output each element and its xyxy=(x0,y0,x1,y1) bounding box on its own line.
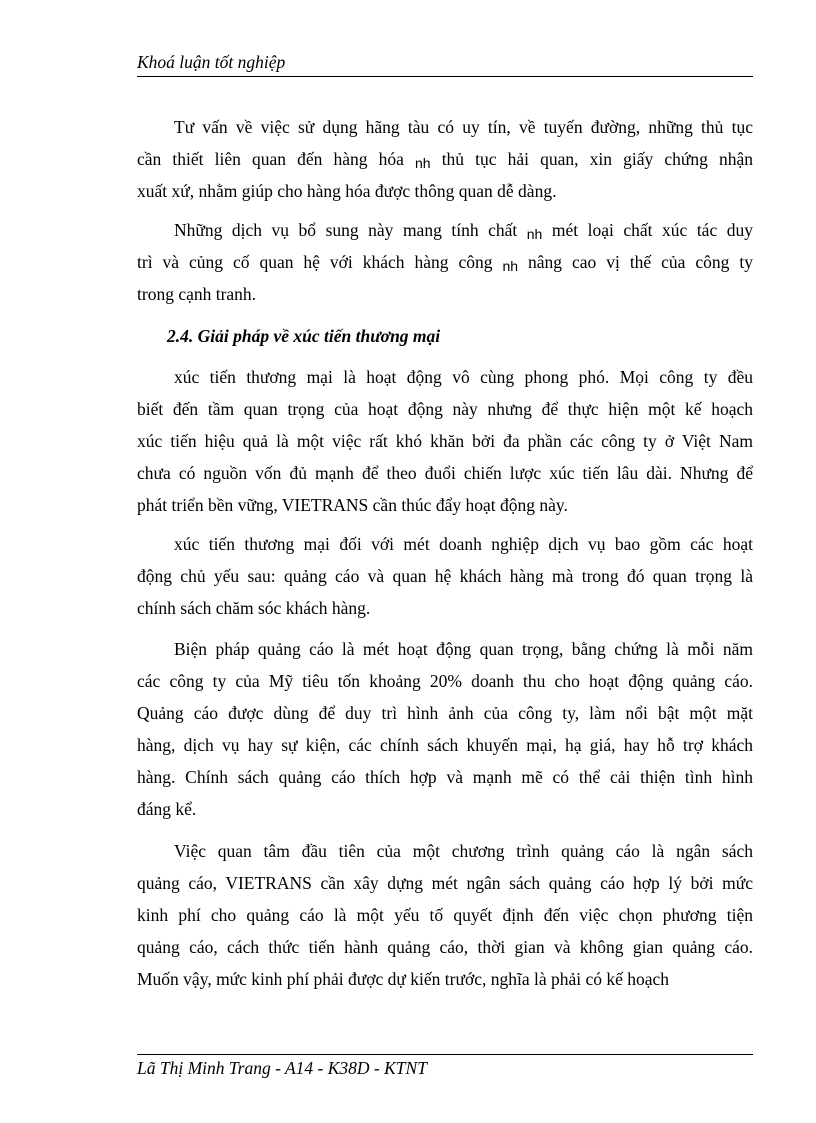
text-line xyxy=(137,111,753,143)
text-span: thủ tục hải quan, xin giấy chứng nhận xyxy=(430,149,754,169)
text-span: xúc tiến hiệu quả là một việc rất khó khăn bởi đa phần các công ty ở Việt Nam xyxy=(137,431,753,451)
text-span: đáng kể. xyxy=(137,799,197,819)
text-line xyxy=(137,143,753,175)
text-line xyxy=(137,528,753,560)
text-span: xuất xứ, nhằm giúp cho hàng hóa được thông quan dễ dàng. xyxy=(137,181,557,201)
text-span: Việc quan tâm đầu tiên của một chương trình quảng cáo là ngân sách xyxy=(174,841,753,861)
text-span: quảng cáo, cách thức tiến hành quảng cáo, thời gian và không gian quảng cáo. xyxy=(137,937,753,957)
inline-fragment: nh xyxy=(415,155,431,171)
text-span: chưa có nguồn vốn đủ mạnh để theo đuổi chiến lược xúc tiến lâu dài. Nhưng để xyxy=(137,463,753,483)
inline-fragment: nh xyxy=(526,226,543,242)
text-span: trong cạnh tranh. xyxy=(137,284,257,304)
text-span: trì và củng cố quan hệ với khách hàng công xyxy=(137,252,503,272)
text-span: Quảng cáo được dùng để duy trì hình ảnh của công ty, làm nổi bật một mặt xyxy=(137,703,753,723)
text-line xyxy=(137,835,753,867)
text-line xyxy=(137,899,753,931)
text-line xyxy=(137,793,753,825)
text-span: kinh phí cho quảng cáo là một yếu tố quyết định đến việc chọn phương tiện xyxy=(137,905,753,925)
text-span: nâng cao vị thế của công ty xyxy=(518,252,753,272)
text-line xyxy=(137,963,753,995)
text-span: phát triển bền vững, VIETRANS cần thúc đẩy hoạt động này. xyxy=(137,495,568,515)
text-span: Biện pháp quảng cáo là mét hoạt động quan trọng, bằng chứng là mỗi năm xyxy=(174,639,753,659)
text-span: quảng cáo, VIETRANS cần xây dựng mét ngân sách quảng cáo hợp lý bởi mức xyxy=(137,873,753,893)
paragraph xyxy=(137,111,753,207)
text-line xyxy=(137,214,753,246)
paragraph xyxy=(137,214,753,310)
paragraph xyxy=(137,835,753,995)
text-line xyxy=(137,931,753,963)
text-line xyxy=(137,489,753,521)
text-line xyxy=(137,457,753,489)
paragraph xyxy=(137,361,753,521)
text-span: các công ty của Mỹ tiêu tốn khoảng 20% doanh thu cho hoạt động quảng cáo. xyxy=(137,671,753,691)
text-span: hàng. Chính sách quảng cáo thích hợp và mạnh mẽ có thể cải thiện tình hình xyxy=(137,767,753,787)
text-span: mét loại chất xúc tác duy xyxy=(542,220,753,240)
inline-fragment: nh xyxy=(502,258,519,274)
text-span: hàng, dịch vụ hay sự kiện, các chính sách khuyến mại, hạ giá, hay hỗ trợ khách xyxy=(137,735,753,755)
page-header xyxy=(137,50,753,77)
text-span: Tư vấn về việc sử dụng hãng tàu có uy tín, về tuyến đường, những thủ tục xyxy=(174,117,753,137)
text-line xyxy=(137,761,753,793)
text-line xyxy=(137,278,753,310)
text-line xyxy=(137,560,753,592)
text-span: xúc tiến thương mại là hoạt động vô cùng phong phó. Mọi công ty đều xyxy=(174,367,753,387)
text-span: biết đến tầm quan trọng của hoạt động này nhưng để thực hiện một kế hoạch xyxy=(137,399,753,419)
text-line xyxy=(137,246,753,278)
text-span: xúc tiến thương mại đối với mét doanh nghiệp dịch vụ bao gồm các hoạt xyxy=(174,534,753,554)
text-line xyxy=(137,633,753,665)
text-line xyxy=(137,697,753,729)
page-footer xyxy=(137,1054,753,1078)
text-line xyxy=(137,425,753,457)
text-line xyxy=(137,361,753,393)
text-span: động chủ yếu sau: quảng cáo và quan hệ khách hàng mà trong đó quan trọng là xyxy=(137,566,753,586)
text-line xyxy=(137,592,753,624)
text-span: Muốn vậy, mức kinh phí phải được dự kiến trước, nghĩa là phải có kế hoạch xyxy=(137,969,670,989)
section-heading: 2.4. Giải pháp về xúc tiến thương mại xyxy=(167,326,441,346)
text-span: Những dịch vụ bổ sung này mang tính chất xyxy=(174,220,527,240)
text-span: cần thiết liên quan đến hàng hóa xyxy=(137,149,415,169)
text-line xyxy=(137,867,753,899)
paragraph xyxy=(137,528,753,624)
text-span: chính sách chăm sóc khách hàng. xyxy=(137,598,371,618)
text-line xyxy=(137,665,753,697)
footer-author: Lã Thị Minh Trang - A14 - K38D - KTNT xyxy=(137,1058,427,1078)
text-line xyxy=(137,729,753,761)
header-title: Khoá luận tốt nghiệp xyxy=(137,52,286,72)
paragraph xyxy=(137,633,753,825)
text-line xyxy=(137,175,753,207)
text-line xyxy=(137,393,753,425)
